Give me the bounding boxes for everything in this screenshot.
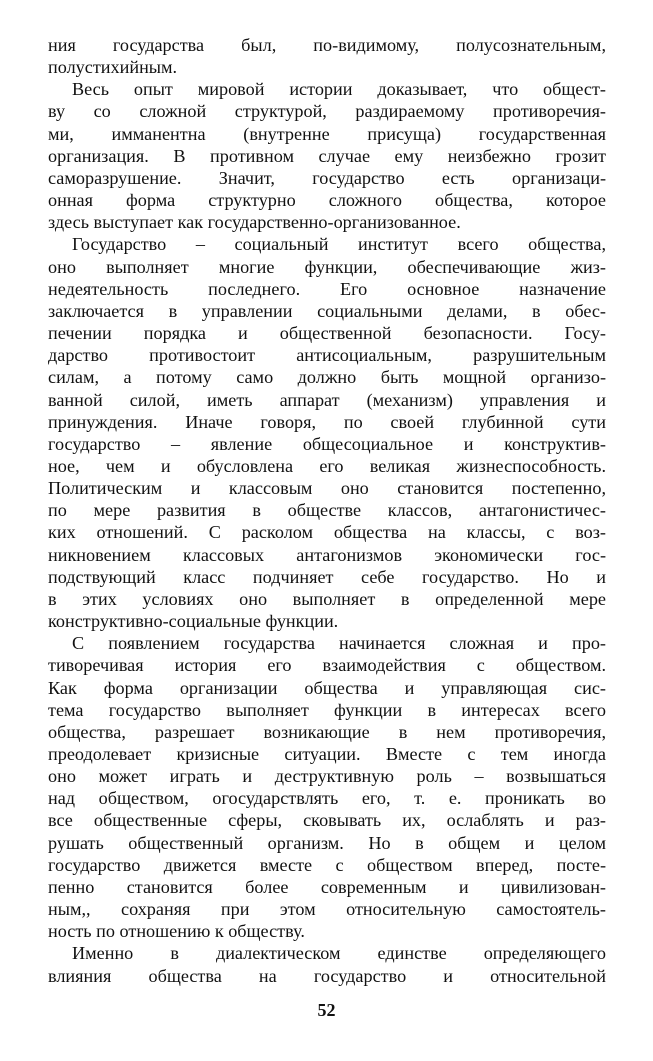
text-line: ми, имманентна (внутренне присуща) государственная — [48, 123, 606, 144]
paragraph — [48, 632, 606, 942]
text-line: никновением классовых антагонизмов экономически гос- — [48, 544, 606, 565]
text-line: ву со сложной структурой, раздираемому противоречия- — [48, 101, 606, 122]
text-line: подствующий класс подчиняет себе государство. Но и — [48, 566, 606, 587]
text-line: над обществом, огосударствлять его, т. е. проникать во — [48, 788, 606, 809]
text-line: оно выполняет многие функции, обеспечивающие жиз- — [48, 256, 606, 277]
paragraph — [48, 942, 606, 986]
page-number: 52 — [317, 1000, 336, 1020]
text-line: организация. В противном случае ему неизбежно грозит — [48, 145, 606, 166]
text-line: ным,, сохраняя при этом относительную самостоятель- — [48, 899, 606, 920]
text-line: по мере развития в обществе классов, антагонистичес- — [48, 500, 606, 521]
text-line: заключается в управлении социальными делами, в обес- — [48, 300, 606, 321]
paragraph — [48, 34, 606, 78]
text-line: ких отношений. С расколом общества на классы, с воз- — [48, 522, 606, 543]
text-line: ния государства был, по-видимому, полусознательным, — [48, 35, 606, 55]
text-line: полустихийным. — [48, 57, 178, 78]
text-line: недеятельность последнего. Его основное назначение — [48, 278, 606, 299]
text-line: преодолевает кризисные ситуации. Вместе с тем иногда — [48, 744, 606, 764]
text-line: здесь выступает как государственно-организованное. — [48, 212, 461, 233]
text-line: рушать общественный организм. Но в общем и целом — [48, 832, 606, 853]
text-line: Политическим и классовым оно становится постепенно, — [48, 478, 606, 499]
text-line: в этих условиях оно выполняет в определенной мере — [48, 588, 606, 609]
text-line: тиворечивая история его взаимодействия с обществом. — [48, 655, 606, 676]
text-line: ванной силой, иметь аппарат (механизм) управления и — [48, 389, 606, 410]
text-line: ность по отношению к обществу. — [48, 921, 305, 942]
text-line: силам, а потому само должно быть мощной организо- — [48, 367, 606, 388]
paragraph — [48, 233, 606, 632]
text-line: С появлением государства начинается сложная и про- — [72, 633, 606, 654]
text-line: государство движется вместе с обществом вперед, посте- — [48, 854, 606, 875]
text-line: Именно в диалектическом единстве определяющего — [72, 943, 606, 964]
text-line: государство – явление общесоциальное и конструктив- — [48, 433, 606, 454]
text-line: Весь опыт мировой истории доказывает, что общест- — [72, 79, 606, 100]
text-line: принуждения. Иначе говоря, по своей глубинной сути — [48, 411, 606, 432]
text-line: Государство – социальный институт всего общества, — [72, 234, 606, 255]
text-line: пенно становится более современным и цивилизован- — [48, 876, 606, 897]
text-line: все общественные сферы, сковывать их, ослаблять и раз- — [48, 810, 606, 831]
text-line: дарство противостоит антисоциальным, разрушительным — [48, 345, 606, 366]
text-line: тема государство выполняет функции в интересах всего — [48, 699, 606, 720]
text-line: конструктивно-социальные функции. — [48, 611, 339, 632]
text-line: печении порядка и общественной безопасности. Госу- — [48, 323, 606, 344]
text-line: оно может играть и деструктивную роль – возвышаться — [48, 766, 606, 787]
text-line: Как форма организации общества и управляющая сис- — [48, 677, 606, 698]
page-body — [48, 34, 606, 987]
paragraph — [48, 78, 606, 233]
text-line: влияния общества на государство и относительной — [48, 965, 606, 986]
text-line: ное, чем и обусловлена его великая жизнеспособность. — [48, 455, 606, 476]
text-line: онная форма структурно сложного общества, которое — [48, 190, 606, 211]
text-line: саморазрушение. Значит, государство есть организаци- — [48, 167, 606, 188]
text-line: общества, разрешает возникающие в нем противоречия, — [48, 721, 606, 742]
